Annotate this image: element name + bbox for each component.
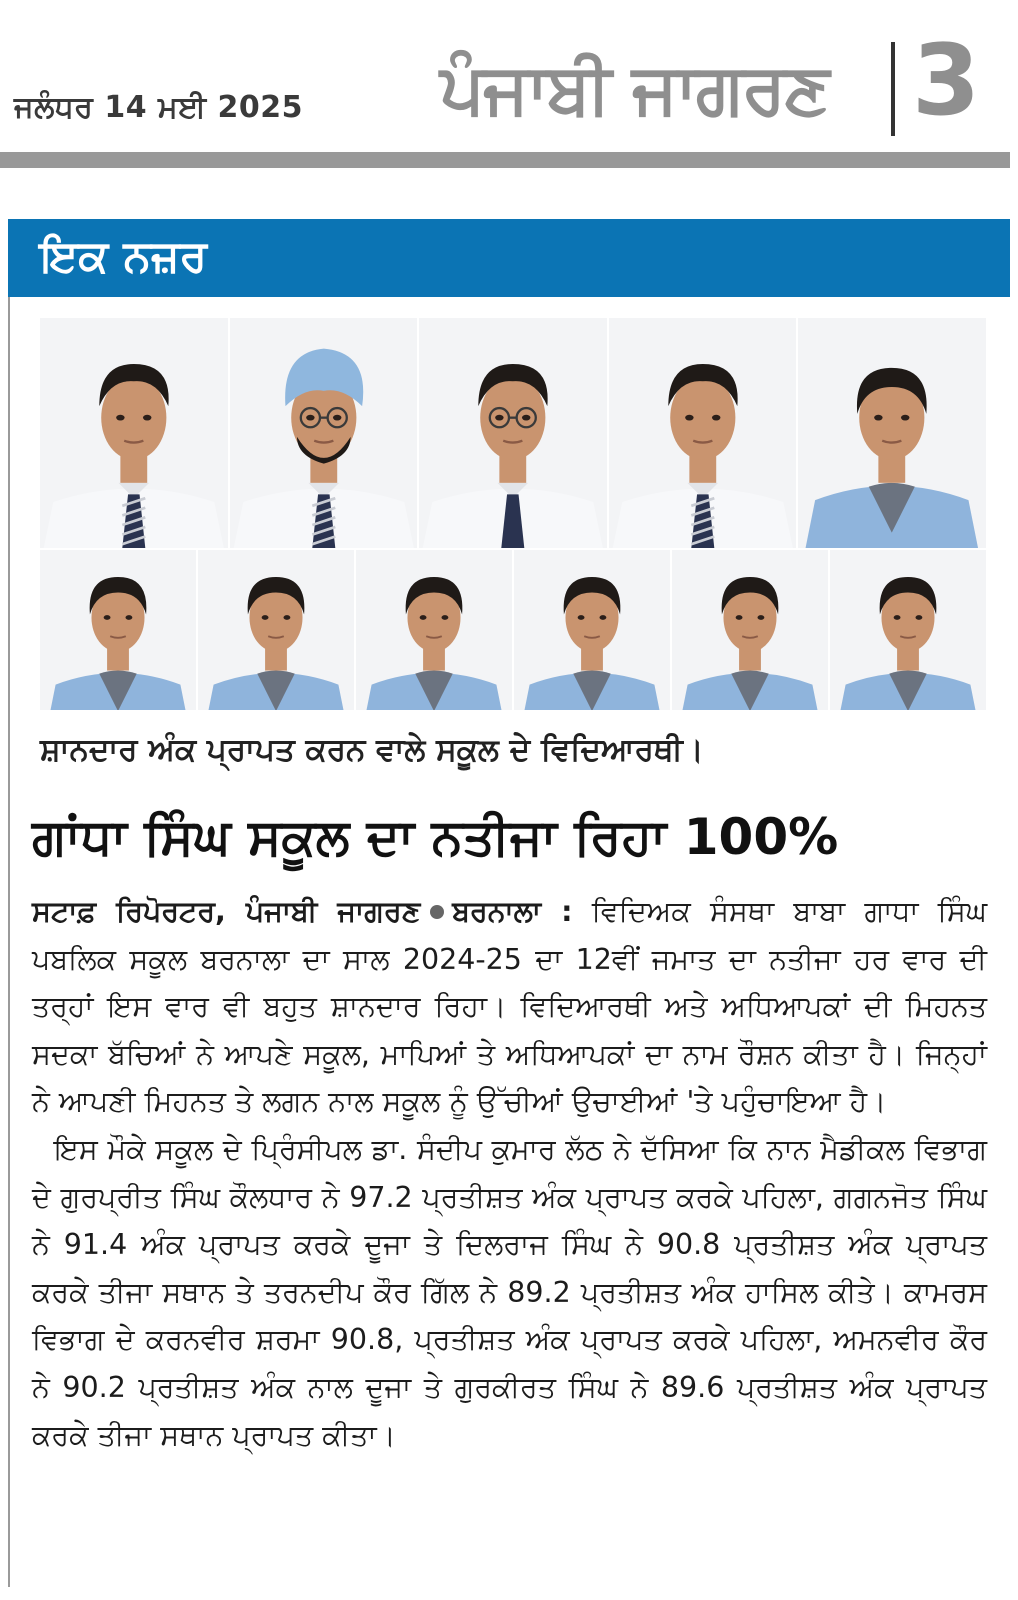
article-paragraph-1 [32,888,987,1126]
column-rule [8,297,10,1587]
student-photo [419,318,607,548]
student-photo [230,318,418,548]
masthead-divider [891,42,895,136]
student-photo [198,550,354,710]
headline: ਗਾਂਧਾ ਸਿੰਘ ਸਕੂਲ ਦਾ ਨਤੀਜਾ ਰਿਹਾ 100% [32,808,839,866]
photo-caption: ਸ਼ਾਨਦਾਰ ਅੰਕ ਪ੍ਰਾਪਤ ਕਰਨ ਵਾਲੇ ਸਕੂਲ ਦੇ ਵਿਦਿਆਰਥੀ। [40,732,704,768]
newspaper-title: ਪੰਜਾਬੀ ਜਾਗਰਣ [440,48,828,130]
student-photo-grid [40,318,988,710]
dateline-place: ਬਰਨਾਲਾ : [452,895,573,928]
student-photo [798,318,986,548]
student-photo [356,550,512,710]
article-paragraph-2: ਇਸ ਮੌਕੇ ਸਕੂਲ ਦੇ ਪ੍ਰਿੰਸੀਪਲ ਡਾ. ਸੰਦੀਪ ਕੁਮਾਰ ਲੱਠ ਨੇ ਦੱਸਿਆ ਕਿ ਨਾਨ ਮੈਡੀਕਲ ਵਿਭਾਗ ਦੇ ਗੁਰਪ੍ਰੀਤ ਸਿੰਘ ਕੌਲਧਾਰ ਨੇ 97.2 ਪ੍ਰਤੀਸ਼ਤ ਅੰਕ ਪ੍ਰਾਪਤ ਕਰਕੇ ਪਹਿਲਾ, ਗਗਨਜੋਤ ਸਿੰਘ ਨੇ 91.4 ਅੰਕ ਪ੍ਰਾਪਤ ਕਰਕੇ ਦੂਜਾ ਤੇ ਦਿਲਰਾਜ ਸਿੰਘ ਨੇ 90.8 ਪ੍ਰਤੀਸ਼ਤ ਅੰਕ ਪ੍ਰਾਪਤ ਕਰਕੇ ਤੀਜਾ ਸਥਾਨ ਤੇ ਤਰਨਦੀਪ ਕੌਰ ਗਿੱਲ ਨੇ 89.2 ਪ੍ਰਤੀਸ਼ਤ ਅੰਕ ਹਾਸਿਲ ਕੀਤੇ। ਕਾਮਰਸ ਵਿਭਾਗ ਦੇ ਕਰਨਵੀਰ ਸ਼ਰਮਾ 90.8, ਪ੍ਰਤੀਸ਼ਤ ਅੰਕ ਪ੍ਰਾਪਤ ਕਰਕੇ ਪਹਿਲਾ, ਅਮਨਵੀਰ ਕੌਰ ਨੇ 90.2 ਪ੍ਰਤੀਸ਼ਤ ਅੰਕ ਨਾਲ ਦੂਜਾ ਤੇ ਗੁਰਕੀਰਤ ਸਿੰਘ ਨੇ 89.6 ਪ੍ਰਤੀਸ਼ਤ ਅੰਕ ਪ੍ਰਾਪਤ ਕਰਕੇ ਤੀਜਾ ਸਥਾਨ ਪ੍ਰਾਪਤ ਕੀਤਾ। [32,1132,987,1452]
student-photo [40,318,228,548]
student-photo [609,318,797,548]
masthead-rule [0,152,1010,168]
student-photo [40,550,196,710]
masthead [0,0,1018,170]
student-photo [672,550,828,710]
article-body [32,888,987,1459]
student-photo [514,550,670,710]
student-photo [830,550,986,710]
page-number: 3 [912,24,981,138]
bullet-icon [430,905,444,919]
section-title: ਇਕ ਨਜ਼ਰ [40,231,208,282]
paragraph-1-text: ਵਿਦਿਅਕ ਸੰਸਥਾ ਬਾਬਾ ਗਾਧਾ ਸਿੰਘ ਪਬਲਿਕ ਸਕੂਲ ਬਰਨਾਲਾ ਦਾ ਸਾਲ 2024-25 ਦਾ 12ਵੀਂ ਜਮਾਤ ਦਾ ਨਤੀਜਾ ਹਰ ਵਾਰ ਦੀ ਤਰ੍ਹਾਂ ਇਸ ਵਾਰ ਵੀ ਬਹੁਤ ਸ਼ਾਨਦਾਰ ਰਿਹਾ। ਵਿਦਿਆਰਥੀ ਅਤੇ ਅਧਿਆਪਕਾਂ ਦੀ ਮਿਹਨਤ ਸਦਕਾ ਬੱਚਿਆਂ ਨੇ ਆਪਣੇ ਸਕੂਲ, ਮਾਪਿਆਂ ਤੇ ਅਧਿਆਪਕਾਂ ਦਾ ਨਾਮ ਰੌਸ਼ਨ ਕੀਤਾ ਹੈ। ਜਿਨ੍ਹਾਂ ਨੇ ਆਪਣੀ ਮਿਹਨਤ ਤੇ ਲਗਨ ਨਾਲ ਸਕੂਲ ਨੂੰ ਉੱਚੀਆਂ ਉਚਾਈਆਂ 'ਤੇ ਪਹੁੰਚਾਇਆ ਹੈ। [32,895,988,1119]
byline: ਸਟਾਫ਼ ਰਿਪੋਰਟਰ, ਪੰਜਾਬੀ ਜਾਗਰਣ [32,895,421,928]
dateline: ਜਲੰਧਰ 14 ਮਈ 2025 [14,90,304,125]
section-header [8,219,1010,297]
